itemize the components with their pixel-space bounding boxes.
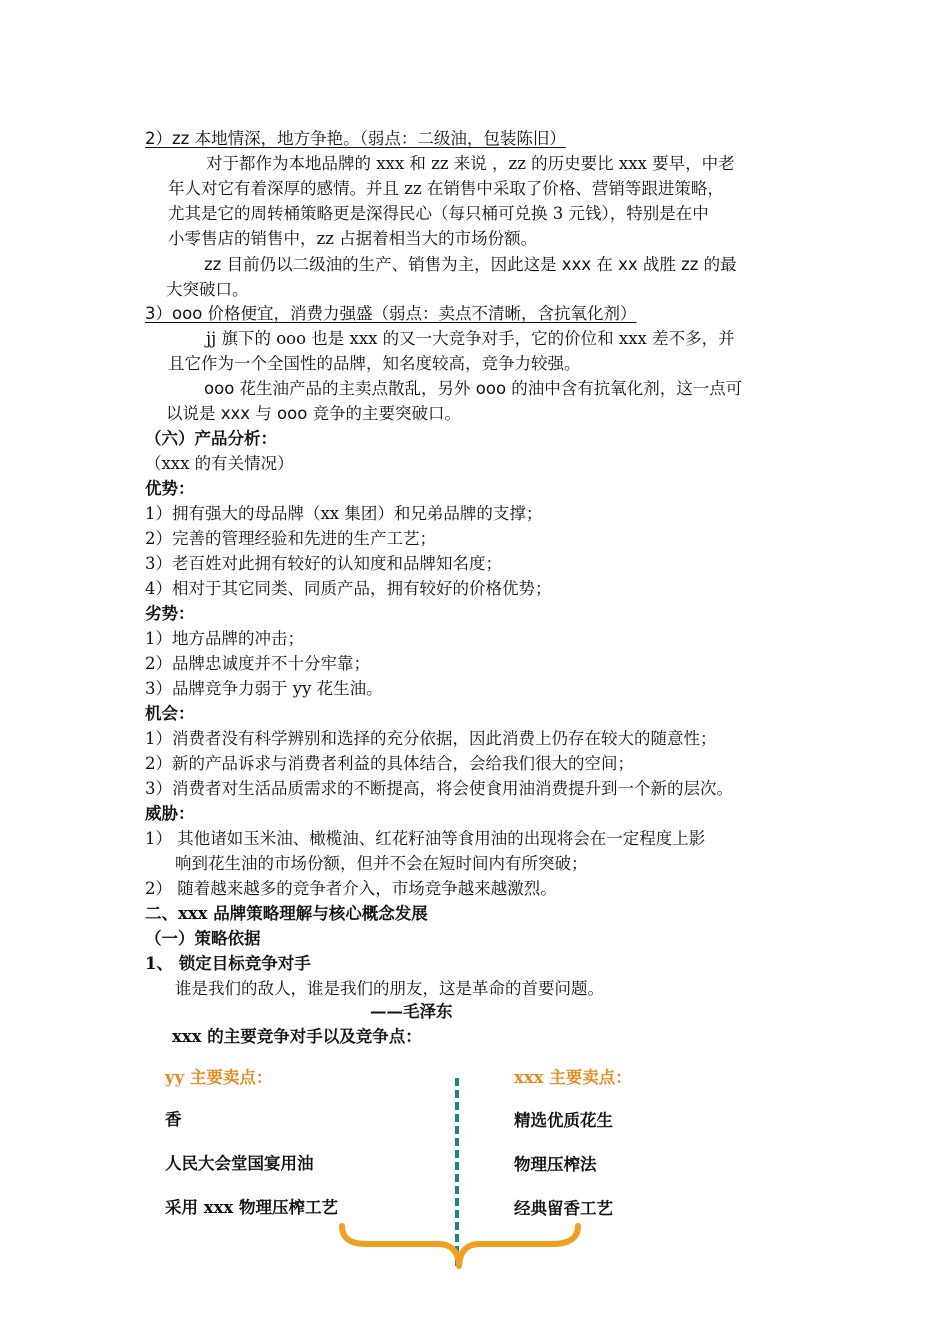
paragraph-line: 年人对它有着深厚的感情。并且 zz 在销售中采取了价格、营销等跟进策略， [168, 179, 724, 198]
chapter-heading: 二、xxx 品牌策略理解与核心概念发展 [145, 904, 428, 923]
opportunities-title: 机会： [145, 704, 195, 723]
list-item: 3）品牌竞争力弱于 yy 花生油。 [145, 679, 383, 698]
section-heading: （一）策略依据 [145, 929, 261, 948]
list-item: 2）新的产品诉求与消费者利益的具体结合，会给我们很大的空间； [145, 754, 634, 773]
yy-selling-point: 香 [165, 1110, 182, 1129]
paragraph-line: 尤其是它的周转桶策略更是深得民心（每只桶可兑换 3 元钱），特别是在中 [168, 204, 709, 223]
list-item: 1）拥有强大的母品牌（xx 集团）和兄弟品牌的支撑； [145, 504, 543, 523]
list-item-continuation: 响到花生油的市场份额，但并不会在短时间内有所突破； [175, 854, 588, 873]
list-item: 2） 随着越来越多的竞争者介入，市场竞争越来越激烈。 [145, 879, 557, 898]
paragraph-line: 以说是 xxx 与 ooo 竞争的主要突破口。 [166, 404, 462, 423]
list-item: 1）地方品牌的冲击； [145, 629, 304, 648]
xxx-selling-point: 经典留香工艺 [514, 1199, 613, 1218]
yy-selling-point: 人民大会堂国宴用油 [165, 1154, 314, 1173]
section-subheading: （xxx 的有关情况） [145, 454, 294, 473]
list-item: 1）消费者没有科学辨别和选择的充分依据，因此消费上仍存在较大的随意性； [145, 729, 717, 748]
paragraph-line: 小零售店的销售中，zz 占据着相当大的市场份额。 [168, 229, 538, 248]
paragraph-line: zz 目前仍以二级油的生产、销售为主，因此这是 xxx 在 xx 战胜 zz 的最 [204, 255, 737, 274]
list-item: 3）老百姓对此拥有较好的认知度和品牌知名度； [145, 554, 502, 573]
curly-brace-icon [338, 1222, 583, 1272]
list-item: 3）消费者对生活品质需求的不断提高，将会使食用油消费提升到一个新的层次。 [145, 779, 733, 798]
quote-text: 谁是我们的敌人，谁是我们的朋友，这是革命的首要问题。 [175, 979, 604, 998]
paragraph-line: 对于都作为本地品牌的 xxx 和 zz 来说 ，zz 的历史要比 xxx 要早，中老 [206, 154, 735, 173]
point-heading: 1、 锁定目标竞争对手 [145, 954, 311, 973]
yy-selling-point: 采用 xxx 物理压榨工艺 [165, 1198, 339, 1217]
list-item: 1） 其他诸如玉米油、橄榄油、红花籽油等食用油的出现将会在一定程度上影 [145, 829, 706, 848]
xxx-selling-points-title: xxx 主要卖点： [514, 1068, 632, 1087]
paragraph-line: 大突破口。 [166, 280, 249, 299]
weaknesses-title: 劣势： [145, 604, 195, 623]
threats-title: 威胁： [145, 804, 195, 823]
xxx-selling-point: 精选优质花生 [514, 1111, 613, 1130]
strengths-title: 优势： [145, 479, 195, 498]
paragraph-line: jj 旗下的 ooo 也是 xxx 的又一大竞争对手，它的价位和 xxx 差不多，并 [206, 329, 735, 348]
list-item: 2）完善的管理经验和先进的生产工艺； [145, 529, 436, 548]
comparison-intro: xxx 的主要竞争对手以及竞争点： [172, 1027, 422, 1046]
competitor-ooo-heading: 3）ooo 价格便宜，消费力强盛（弱点：卖点不清晰，含抗氧化剂） [145, 304, 637, 323]
competitor-zz-heading: 2）zz 本地情深，地方争艳。（弱点：二级油，包装陈旧） [145, 129, 566, 148]
list-item: 4）相对于其它同类、同质产品，拥有较好的价格优势； [145, 579, 552, 598]
list-item: 2）品牌忠诚度并不十分牢靠； [145, 654, 370, 673]
section-heading: （六）产品分析： [145, 429, 277, 448]
paragraph-line: ooo 花生油产品的主卖点散乱，另外 ooo 的油中含有抗氧化剂，这一点可 [204, 379, 743, 398]
xxx-selling-point: 物理压榨法 [514, 1155, 597, 1174]
quote-author: ——毛泽东 [370, 1002, 453, 1021]
paragraph-line: 且它作为一个全国性的品牌，知名度较高，竞争力较强。 [168, 354, 581, 373]
yy-selling-points-title: yy 主要卖点： [165, 1068, 273, 1087]
